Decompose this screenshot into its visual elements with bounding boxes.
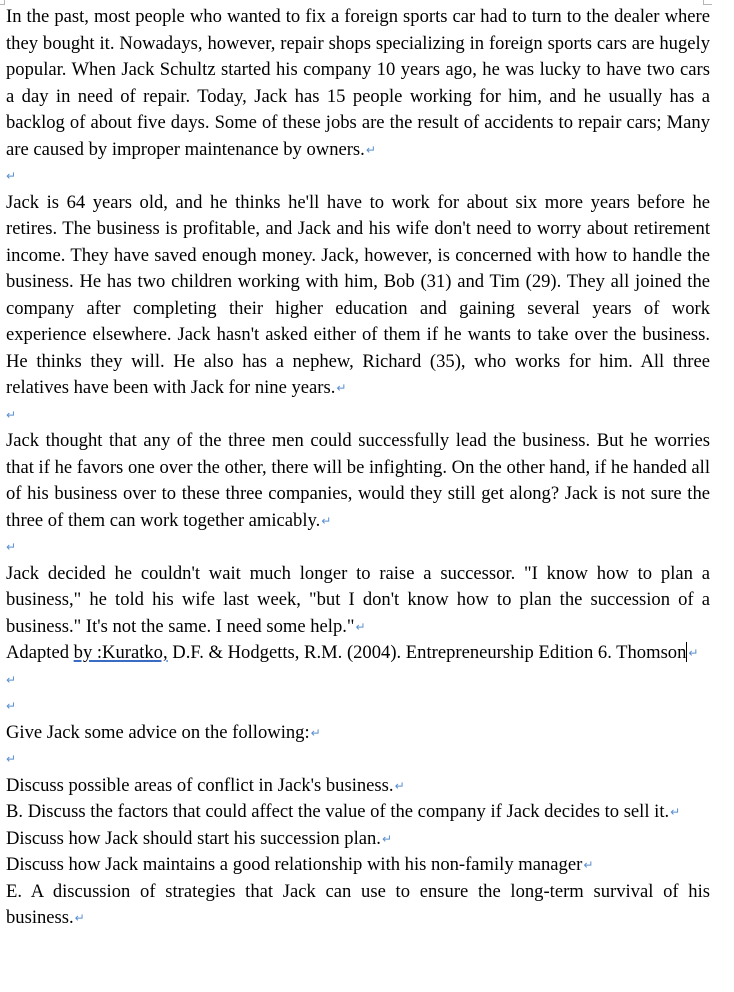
empty-paragraph[interactable] <box>6 693 710 720</box>
citation-rest: D.F. & Hodgetts, R.M. (2004). Entrepreneurship Edition 6. Thomson <box>167 642 687 663</box>
paragraph-text: In the past, most people who wanted to fix a foreign sports car had to turn to the dealer where they bought it. Nowadays, however, repair shops specializing in foreign sports cars are hugely popular. When Jack Schultz started his company 10 years ago, he was lucky to have two cars a day in need of repair. Today, Jack has 15 people working for him, and he usually has a backlog of about five days. Some of these jobs are the result of accidents to repair cars; Many are caused by improper maintenance by owners. <box>6 6 710 160</box>
empty-paragraph[interactable] <box>6 402 710 429</box>
paragraph-successor-worries[interactable] <box>6 428 710 534</box>
paragraph-decision[interactable] <box>6 561 710 641</box>
paragraph-mark-icon: ↵ <box>381 831 392 846</box>
paragraph-text: Jack thought that any of the three men could successfully lead the business. But he worries that if he favors one over the other, there will be infighting. On the other hand, if he handed all of his business over to these three companies, would they still get along? Jack is not sure the three of them can work together amicably. <box>6 430 710 531</box>
paragraph-mark-icon: ↵ <box>365 142 376 157</box>
empty-paragraph[interactable] <box>6 746 710 773</box>
paragraph-mark-icon: ↵ <box>670 805 681 819</box>
paragraph-mark-icon: ↵ <box>6 699 17 713</box>
paragraph-jack-age[interactable] <box>6 190 710 402</box>
document-body[interactable] <box>6 4 710 932</box>
task-item-d[interactable] <box>6 852 710 879</box>
paragraph-text: Jack decided he couldn't wait much longer to raise a successor. "I know how to plan a business," he told his wife last week, "but I don't know how to plan the succession of a business." It's not the same. I need some help." <box>6 562 710 637</box>
empty-paragraph[interactable] <box>6 534 710 561</box>
paragraph-mark-icon: ↵ <box>321 513 332 528</box>
empty-paragraph[interactable] <box>6 667 710 694</box>
task-text: E. A discussion of strategies that Jack can use to ensure the long-term survival of his business. <box>6 880 710 928</box>
paragraph-mark-icon: ↵ <box>6 169 17 183</box>
task-item-b[interactable] <box>6 799 710 826</box>
paragraph-mark-icon: ↵ <box>310 725 321 740</box>
paragraph-mark-icon: ↵ <box>6 752 17 766</box>
task-text: Discuss how Jack should start his succession plan. <box>6 827 381 849</box>
task-text: Discuss how Jack maintains a good relationship with his non-family manager <box>6 854 583 875</box>
task-text: B. Discuss the factors that could affect the value of the company if Jack decides to sell it. <box>6 801 670 822</box>
task-text: Discuss possible areas of conflict in Jack's business. <box>6 774 394 796</box>
paragraph-mark-icon: ↵ <box>688 646 699 660</box>
prompt-line[interactable] <box>6 720 710 747</box>
paragraph-mark-icon: ↵ <box>583 858 594 872</box>
paragraph-mark-icon: ↵ <box>336 381 347 395</box>
empty-paragraph[interactable] <box>6 163 710 190</box>
prompt-text: Give Jack some advice on the following: <box>6 721 310 743</box>
paragraph-mark-icon: ↵ <box>6 540 17 554</box>
paragraph-mark-icon: ↵ <box>355 619 366 634</box>
task-item-a[interactable] <box>6 773 710 800</box>
paragraph-intro[interactable] <box>6 4 710 163</box>
citation-prefix: Adapted <box>6 642 74 663</box>
page-corner-marker <box>0 0 5 5</box>
citation[interactable] <box>6 640 710 667</box>
paragraph-mark-icon: ↵ <box>6 407 17 422</box>
paragraph-mark-icon: ↵ <box>74 911 85 925</box>
paragraph-mark-icon: ↵ <box>394 778 405 793</box>
paragraph-text: Jack is 64 years old, and he thinks he'll have to work for about six more years before he retires. The business is profitable, and Jack and his wife don't need to worry about retirement income. They have saved enough money. Jack, however, is concerned with how to handle the business. He has two children working with him, Bob (31) and Tim (29). They all joined the company after completing their higher education and gaining several years of work experience elsewhere. Jack hasn't asked either of them if he wants to take over the business. He thinks they will. He also has a nephew, Richard (35), who works for him. All three relatives have been with Jack for nine years. <box>6 191 710 398</box>
task-item-e[interactable] <box>6 879 710 932</box>
task-item-c[interactable] <box>6 826 710 853</box>
paragraph-mark-icon: ↵ <box>6 672 17 687</box>
citation-author-link[interactable]: by :Kuratko, <box>73 642 168 663</box>
